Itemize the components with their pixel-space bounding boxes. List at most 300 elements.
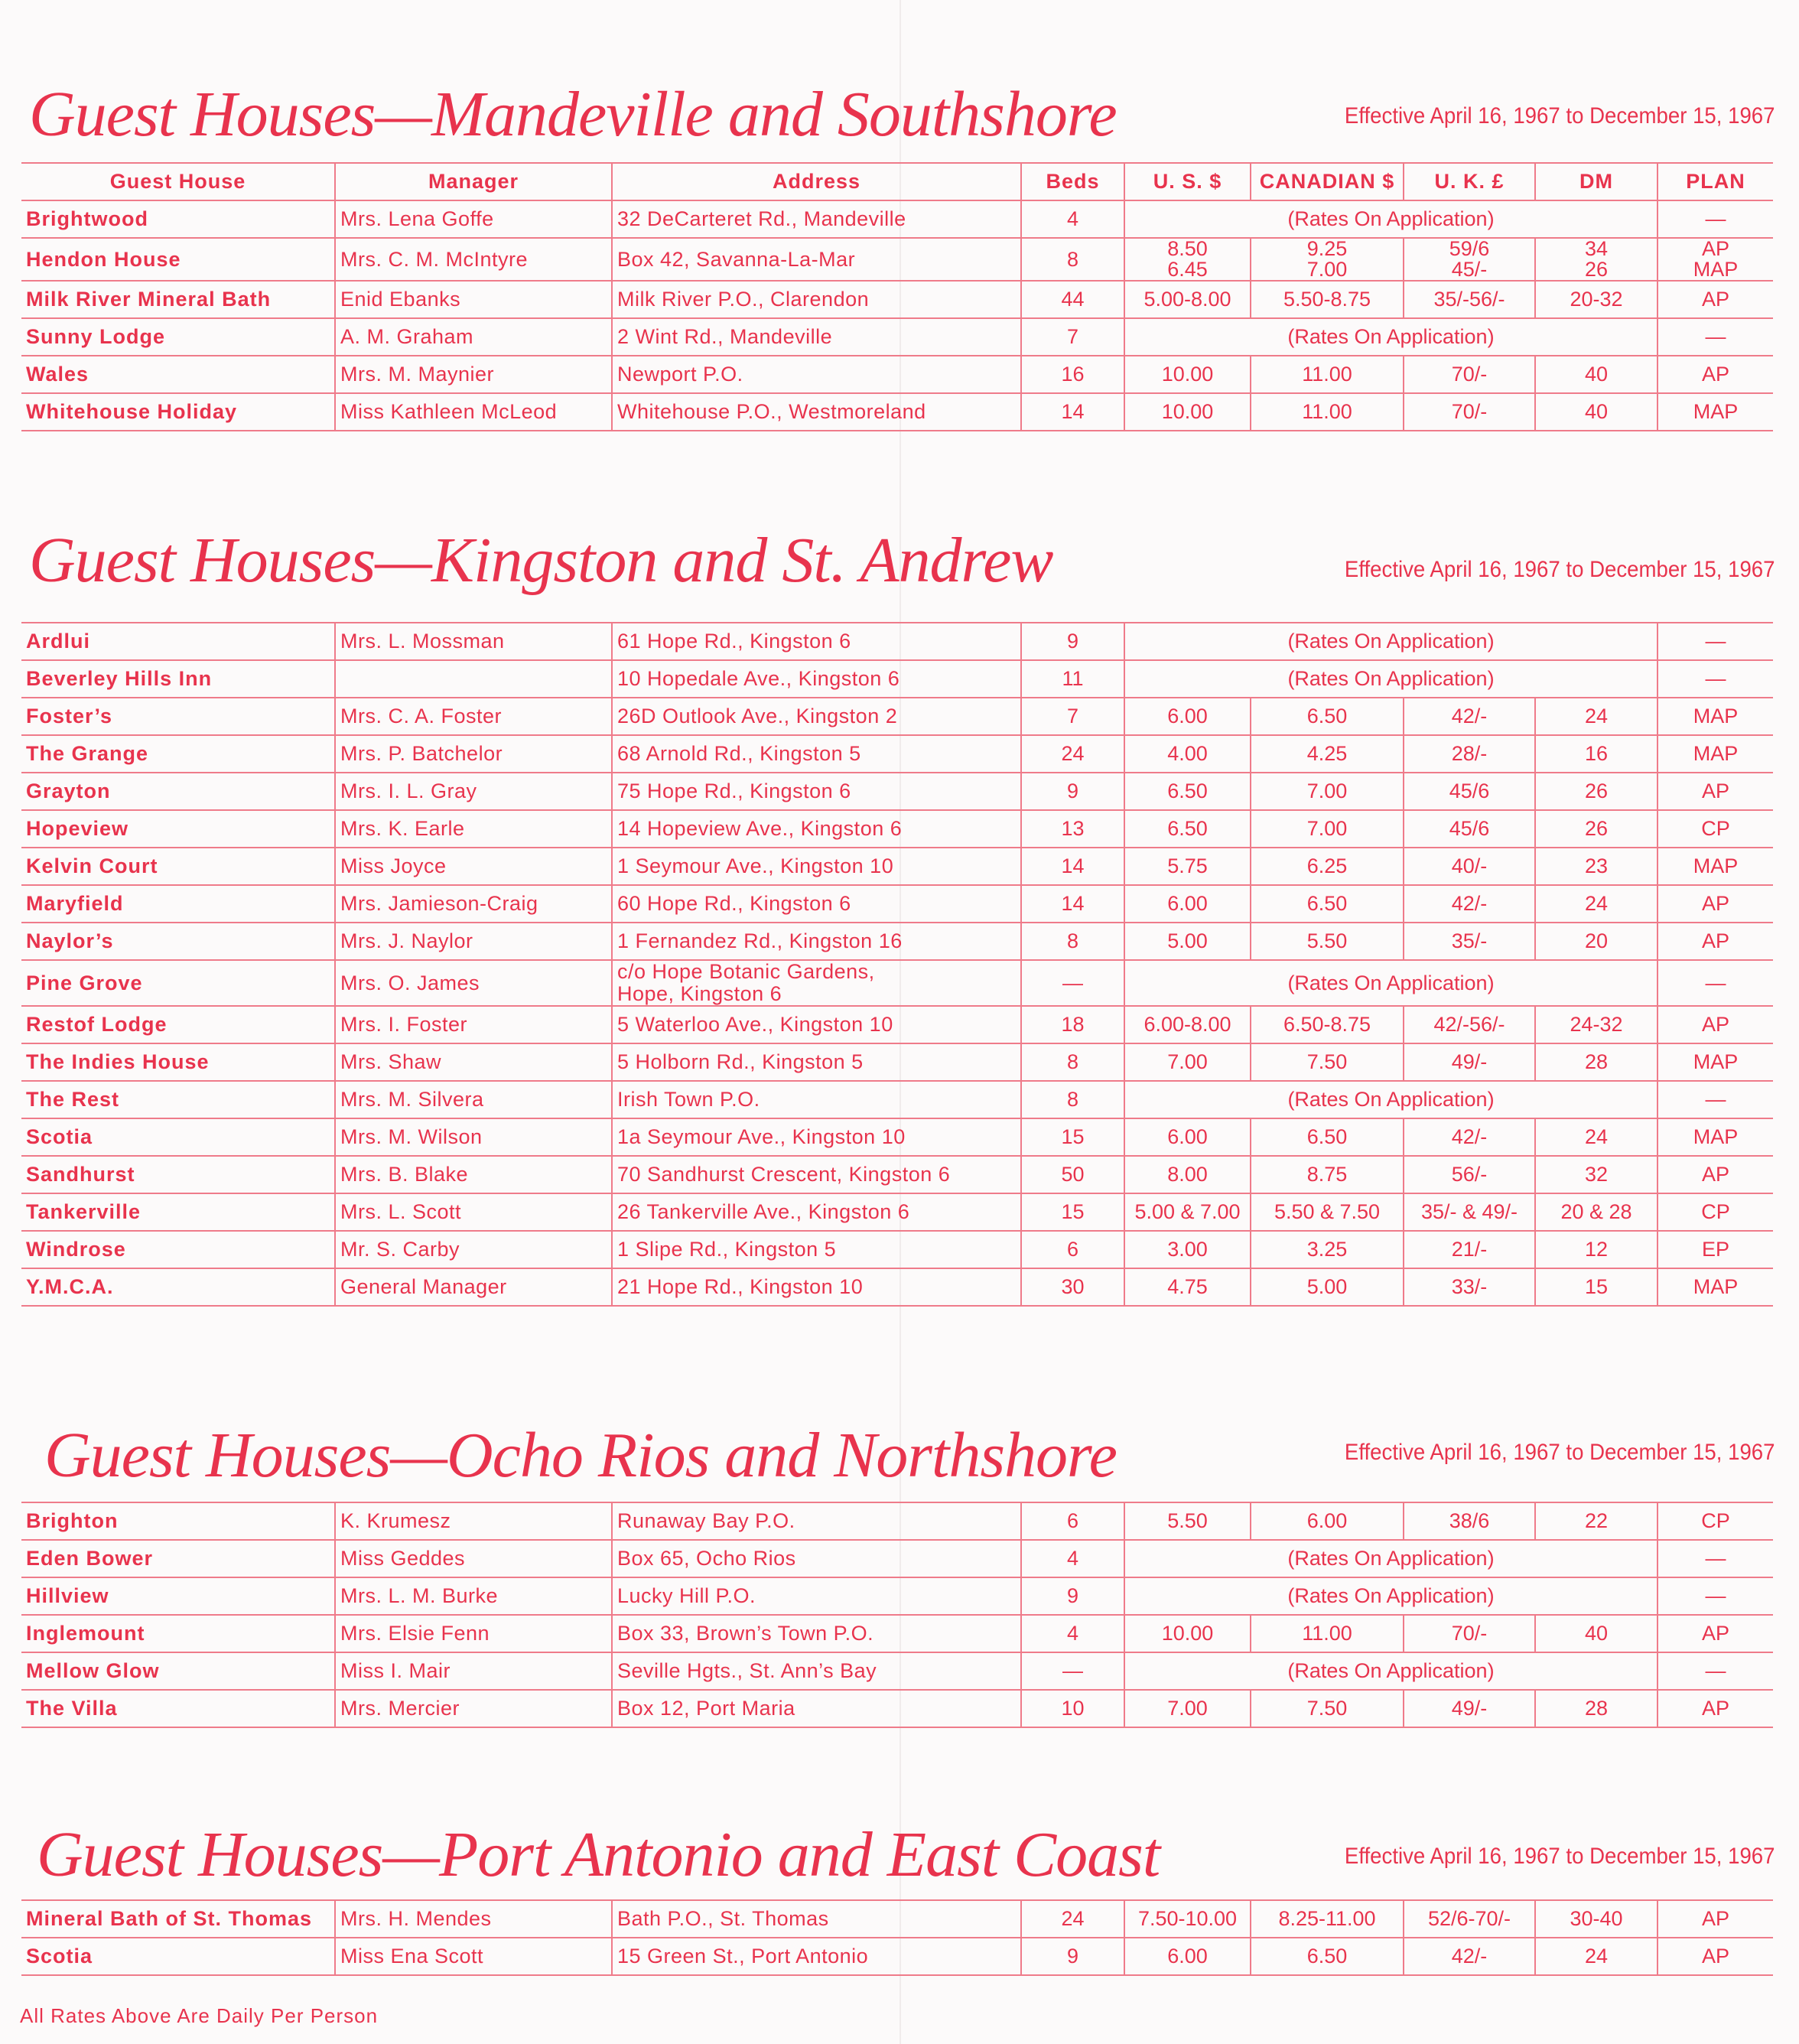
address: Newport P.O.	[612, 356, 1021, 393]
rate-uk: 42/-	[1404, 1938, 1535, 1975]
rate-us: 5.00	[1124, 923, 1251, 960]
rate-us: 6.50	[1124, 773, 1251, 810]
beds: 8	[1021, 238, 1124, 281]
beds: 6	[1021, 1502, 1124, 1540]
rate-canadian: 6.50	[1251, 698, 1404, 735]
plan: AP	[1657, 1006, 1773, 1043]
address: 32 DeCarteret Rd., Mandeville	[612, 200, 1021, 238]
address: Seville Hgts., St. Ann’s Bay	[612, 1652, 1021, 1690]
guest-house-name: Maryfield	[21, 885, 335, 923]
rates-on-application: (Rates On Application)	[1124, 1652, 1657, 1690]
table-row	[21, 1502, 1773, 1540]
manager-name: Mrs. M. Wilson	[335, 1118, 612, 1156]
guest-house-name: Windrose	[21, 1231, 335, 1268]
address: 14 Hopeview Ave., Kingston 6	[612, 810, 1021, 848]
plan: MAP	[1657, 698, 1773, 735]
beds: 7	[1021, 698, 1124, 735]
plan: AP	[1657, 1900, 1773, 1938]
rates-table	[21, 1502, 1773, 1728]
manager-name: Miss Joyce	[335, 848, 612, 885]
rate-dm: 26	[1535, 810, 1657, 848]
address: 1 Fernandez Rd., Kingston 16	[612, 923, 1021, 960]
rate-uk: 56/-	[1404, 1156, 1535, 1193]
rate-us: 3.00	[1124, 1231, 1251, 1268]
rate-us: 6.00	[1124, 1938, 1251, 1975]
beds: 14	[1021, 393, 1124, 431]
address: Lucky Hill P.O.	[612, 1577, 1021, 1615]
guest-house-name: Brighton	[21, 1502, 335, 1540]
guest-house-name: Wales	[21, 356, 335, 393]
rate-dm: 23	[1535, 848, 1657, 885]
rate-dm: 40	[1535, 393, 1657, 431]
rate-canadian: 7.00	[1251, 773, 1404, 810]
manager-name	[335, 660, 612, 698]
plan: MAP	[1657, 848, 1773, 885]
manager-name: General Manager	[335, 1268, 612, 1306]
rates-on-application: (Rates On Application)	[1124, 1540, 1657, 1577]
plan: AP	[1657, 356, 1773, 393]
beds: 16	[1021, 356, 1124, 393]
manager-name: Miss Geddes	[335, 1540, 612, 1577]
rate-canadian: 8.25-11.00	[1251, 1900, 1404, 1938]
guest-house-name: Kelvin Court	[21, 848, 335, 885]
beds: 8	[1021, 923, 1124, 960]
address: c/o Hope Botanic Gardens, Hope, Kingston 6	[612, 960, 1021, 1006]
table-row	[21, 393, 1773, 431]
beds: 4	[1021, 200, 1124, 238]
guest-house-name: Foster’s	[21, 698, 335, 735]
manager-name: Mrs. Jamieson-Craig	[335, 885, 612, 923]
plan: MAP	[1657, 1043, 1773, 1081]
beds: —	[1021, 1652, 1124, 1690]
rate-canadian: 6.50	[1251, 1938, 1404, 1975]
rate-uk: 35/-56/-	[1404, 281, 1535, 318]
plan: AP	[1657, 1156, 1773, 1193]
plan: —	[1657, 200, 1773, 238]
manager-name: Mrs. M. Silvera	[335, 1081, 612, 1118]
guest-house-name: Eden Bower	[21, 1540, 335, 1577]
rate-us: 4.75	[1124, 1268, 1251, 1306]
rates-on-application: (Rates On Application)	[1124, 318, 1657, 356]
rates-on-application: (Rates On Application)	[1124, 1577, 1657, 1615]
beds: 15	[1021, 1193, 1124, 1231]
plan: —	[1657, 1652, 1773, 1690]
guest-house-name: Restof Lodge	[21, 1006, 335, 1043]
header-uk-pound: U. K. £	[1404, 163, 1535, 200]
table-row	[21, 1193, 1773, 1231]
plan: —	[1657, 318, 1773, 356]
beds: 9	[1021, 623, 1124, 660]
rate-canadian: 7.00	[1251, 810, 1404, 848]
manager-name: Mrs. J. Naylor	[335, 923, 612, 960]
header-dm: DM	[1535, 163, 1657, 200]
rates-table	[21, 622, 1773, 1307]
plan: —	[1657, 960, 1773, 1006]
rate-canadian: 5.00	[1251, 1268, 1404, 1306]
rate-canadian: 6.00	[1251, 1502, 1404, 1540]
guest-house-name: Sandhurst	[21, 1156, 335, 1193]
address: Runaway Bay P.O.	[612, 1502, 1021, 1540]
beds: 13	[1021, 810, 1124, 848]
beds: 9	[1021, 1577, 1124, 1615]
rate-dm: 40	[1535, 1615, 1657, 1652]
header-beds: Beds	[1021, 163, 1124, 200]
rate-uk: 21/-	[1404, 1231, 1535, 1268]
address: Box 33, Brown’s Town P.O.	[612, 1615, 1021, 1652]
manager-name: Mrs. Lena Goffe	[335, 200, 612, 238]
manager-name: Mrs. I. L. Gray	[335, 773, 612, 810]
header-canadian-dollar: CANADIAN $	[1251, 163, 1404, 200]
address: 61 Hope Rd., Kingston 6	[612, 623, 1021, 660]
plan: AP	[1657, 1690, 1773, 1727]
beds: 9	[1021, 1938, 1124, 1975]
rate-us: 10.00	[1124, 1615, 1251, 1652]
beds: 10	[1021, 1690, 1124, 1727]
manager-name: Miss I. Mair	[335, 1652, 612, 1690]
beds: 4	[1021, 1615, 1124, 1652]
plan: MAP	[1657, 393, 1773, 431]
rate-canadian: 7.50	[1251, 1043, 1404, 1081]
rates-on-application: (Rates On Application)	[1124, 200, 1657, 238]
table-row	[21, 238, 1773, 281]
rates-on-application: (Rates On Application)	[1124, 660, 1657, 698]
guest-house-name: Ardlui	[21, 623, 335, 660]
rate-dm: 20	[1535, 923, 1657, 960]
table-header-row	[21, 163, 1773, 200]
plan: AP	[1657, 1615, 1773, 1652]
effective-dates: Effective April 16, 1967 to December 15, 1967	[1344, 103, 1775, 129]
rate-us: 6.00	[1124, 698, 1251, 735]
rate-us: 5.00 & 7.00	[1124, 1193, 1251, 1231]
rate-uk: 70/-	[1404, 393, 1535, 431]
address: Whitehouse P.O., Westmoreland	[612, 393, 1021, 431]
rate-uk: 33/-	[1404, 1268, 1535, 1306]
table-row	[21, 960, 1773, 1006]
rate-canadian: 11.00	[1251, 356, 1404, 393]
table-row	[21, 1652, 1773, 1690]
effective-dates: Effective April 16, 1967 to December 15, 1967	[1344, 557, 1775, 582]
address: 10 Hopedale Ave., Kingston 6	[612, 660, 1021, 698]
rate-us: 6.50	[1124, 810, 1251, 848]
table-row	[21, 1231, 1773, 1268]
address: Box 12, Port Maria	[612, 1690, 1021, 1727]
address: Box 65, Ocho Rios	[612, 1540, 1021, 1577]
beds: 14	[1021, 848, 1124, 885]
table-row	[21, 1615, 1773, 1652]
manager-name: Miss Ena Scott	[335, 1938, 612, 1975]
guest-house-name: Y.M.C.A.	[21, 1268, 335, 1306]
guest-house-name: Brightwood	[21, 200, 335, 238]
rate-us: 10.00	[1124, 393, 1251, 431]
rate-us: 4.00	[1124, 735, 1251, 773]
beds: 7	[1021, 318, 1124, 356]
address: 26D Outlook Ave., Kingston 2	[612, 698, 1021, 735]
rate-uk: 45/6	[1404, 810, 1535, 848]
plan: —	[1657, 1081, 1773, 1118]
effective-dates: Effective April 16, 1967 to December 15, 1967	[1344, 1844, 1775, 1869]
guest-house-name: Hillview	[21, 1577, 335, 1615]
manager-name: K. Krumesz	[335, 1502, 612, 1540]
table-row	[21, 356, 1773, 393]
plan: AP	[1657, 923, 1773, 960]
beds: 44	[1021, 281, 1124, 318]
table-row	[21, 1900, 1773, 1938]
table-row	[21, 735, 1773, 773]
beds: 24	[1021, 735, 1124, 773]
guest-house-name: Whitehouse Holiday	[21, 393, 335, 431]
beds: 8	[1021, 1043, 1124, 1081]
rate-uk: 59/6 45/-	[1404, 238, 1535, 281]
guest-house-name: Tankerville	[21, 1193, 335, 1231]
rate-dm: 24	[1535, 1118, 1657, 1156]
guest-house-name: Hendon House	[21, 238, 335, 281]
beds: 8	[1021, 1081, 1124, 1118]
rate-us: 8.00	[1124, 1156, 1251, 1193]
table-row	[21, 698, 1773, 735]
rate-canadian: 6.50-8.75	[1251, 1006, 1404, 1043]
rate-canadian: 6.50	[1251, 885, 1404, 923]
manager-name: Mrs. O. James	[335, 960, 612, 1006]
guest-house-name: Beverley Hills Inn	[21, 660, 335, 698]
rate-canadian: 6.50	[1251, 1118, 1404, 1156]
header-manager: Manager	[335, 163, 612, 200]
rate-canadian: 3.25	[1251, 1231, 1404, 1268]
manager-name: Mrs. Elsie Fenn	[335, 1615, 612, 1652]
table-row	[21, 1118, 1773, 1156]
table-row	[21, 923, 1773, 960]
rate-uk: 49/-	[1404, 1043, 1535, 1081]
manager-name: Mrs. L. M. Burke	[335, 1577, 612, 1615]
rates-table	[21, 162, 1773, 431]
rate-dm: 40	[1535, 356, 1657, 393]
rate-canadian: 5.50 & 7.50	[1251, 1193, 1404, 1231]
rate-uk: 35/-	[1404, 923, 1535, 960]
plan: CP	[1657, 810, 1773, 848]
effective-dates: Effective April 16, 1967 to December 15, 1967	[1344, 1440, 1775, 1465]
guest-house-name: The Villa	[21, 1690, 335, 1727]
header-us-dollar: U. S. $	[1124, 163, 1251, 200]
plan: AP	[1657, 1938, 1773, 1975]
beds: 18	[1021, 1006, 1124, 1043]
rate-uk: 35/- & 49/-	[1404, 1193, 1535, 1231]
rate-canadian: 7.50	[1251, 1690, 1404, 1727]
address: 15 Green St., Port Antonio	[612, 1938, 1021, 1975]
rate-dm: 20-32	[1535, 281, 1657, 318]
plan: CP	[1657, 1193, 1773, 1231]
rate-canadian: 4.25	[1251, 735, 1404, 773]
rates-on-application: (Rates On Application)	[1124, 1081, 1657, 1118]
guest-house-name: The Rest	[21, 1081, 335, 1118]
rate-dm: 24	[1535, 885, 1657, 923]
address: 68 Arnold Rd., Kingston 5	[612, 735, 1021, 773]
guest-house-name: Scotia	[21, 1118, 335, 1156]
beds: 9	[1021, 773, 1124, 810]
rate-uk: 42/-	[1404, 885, 1535, 923]
guest-house-name: Sunny Lodge	[21, 318, 335, 356]
rate-us: 6.00-8.00	[1124, 1006, 1251, 1043]
address: 21 Hope Rd., Kingston 10	[612, 1268, 1021, 1306]
table-row	[21, 1540, 1773, 1577]
rates-on-application: (Rates On Application)	[1124, 960, 1657, 1006]
rate-canadian: 5.50-8.75	[1251, 281, 1404, 318]
address: 2 Wint Rd., Mandeville	[612, 318, 1021, 356]
rate-dm: 24-32	[1535, 1006, 1657, 1043]
table-row	[21, 1690, 1773, 1727]
table-row	[21, 660, 1773, 698]
rates-table	[21, 1899, 1773, 1976]
table-row	[21, 1938, 1773, 1975]
rate-us: 5.50	[1124, 1502, 1251, 1540]
address: Irish Town P.O.	[612, 1081, 1021, 1118]
guest-house-name: Milk River Mineral Bath	[21, 281, 335, 318]
beds: 11	[1021, 660, 1124, 698]
table-row	[21, 848, 1773, 885]
table-row	[21, 773, 1773, 810]
header-plan: PLAN	[1657, 163, 1773, 200]
table-row	[21, 885, 1773, 923]
table-row	[21, 1268, 1773, 1306]
rate-canadian: 8.75	[1251, 1156, 1404, 1193]
rate-dm: 28	[1535, 1690, 1657, 1727]
rate-uk: 70/-	[1404, 1615, 1535, 1652]
rate-uk: 38/6	[1404, 1502, 1535, 1540]
address: 1 Slipe Rd., Kingston 5	[612, 1231, 1021, 1268]
rate-us: 5.00-8.00	[1124, 281, 1251, 318]
beds: —	[1021, 960, 1124, 1006]
header-address: Address	[612, 163, 1021, 200]
guest-house-name: Naylor’s	[21, 923, 335, 960]
table-row	[21, 318, 1773, 356]
plan: AP MAP	[1657, 238, 1773, 281]
rate-us: 6.00	[1124, 885, 1251, 923]
plan: AP	[1657, 281, 1773, 318]
plan: MAP	[1657, 1268, 1773, 1306]
guest-house-name: The Grange	[21, 735, 335, 773]
rate-uk: 28/-	[1404, 735, 1535, 773]
beds: 4	[1021, 1540, 1124, 1577]
beds: 24	[1021, 1900, 1124, 1938]
rate-dm: 34 26	[1535, 238, 1657, 281]
rate-dm: 32	[1535, 1156, 1657, 1193]
table-row	[21, 200, 1773, 238]
guest-house-name: Inglemount	[21, 1615, 335, 1652]
beds: 30	[1021, 1268, 1124, 1306]
manager-name: Mrs. L. Scott	[335, 1193, 612, 1231]
table-row	[21, 1156, 1773, 1193]
section-title: Guest Houses—Ocho Rios and Northshore	[44, 1420, 1117, 1491]
beds: 14	[1021, 885, 1124, 923]
plan: —	[1657, 1577, 1773, 1615]
rate-us: 6.00	[1124, 1118, 1251, 1156]
beds: 50	[1021, 1156, 1124, 1193]
rate-us: 5.75	[1124, 848, 1251, 885]
section-title: Guest Houses—Kingston and St. Andrew	[29, 525, 1053, 596]
rate-uk: 70/-	[1404, 356, 1535, 393]
beds: 15	[1021, 1118, 1124, 1156]
rate-us: 7.50-10.00	[1124, 1900, 1251, 1938]
table-row	[21, 281, 1773, 318]
manager-name: Mrs. C. A. Foster	[335, 698, 612, 735]
section-title: Guest Houses—Port Antonio and East Coast	[37, 1819, 1160, 1890]
manager-name: Mrs. H. Mendes	[335, 1900, 612, 1938]
manager-name: Miss Kathleen McLeod	[335, 393, 612, 431]
manager-name: Enid Ebanks	[335, 281, 612, 318]
beds: 6	[1021, 1231, 1124, 1268]
manager-name: Mrs. C. M. McIntyre	[335, 238, 612, 281]
rates-on-application: (Rates On Application)	[1124, 623, 1657, 660]
address: 5 Holborn Rd., Kingston 5	[612, 1043, 1021, 1081]
address: 60 Hope Rd., Kingston 6	[612, 885, 1021, 923]
rate-dm: 28	[1535, 1043, 1657, 1081]
plan: —	[1657, 1540, 1773, 1577]
rate-uk: 42/-	[1404, 698, 1535, 735]
rate-canadian: 11.00	[1251, 393, 1404, 431]
rate-dm: 22	[1535, 1502, 1657, 1540]
table-row	[21, 1577, 1773, 1615]
table-row	[21, 623, 1773, 660]
rate-canadian: 5.50	[1251, 923, 1404, 960]
rate-uk: 42/-56/-	[1404, 1006, 1535, 1043]
plan: CP	[1657, 1502, 1773, 1540]
guest-house-name: Hopeview	[21, 810, 335, 848]
header-guest-house: Guest House	[21, 163, 335, 200]
address: 26 Tankerville Ave., Kingston 6	[612, 1193, 1021, 1231]
guest-house-name: Scotia	[21, 1938, 335, 1975]
rate-uk: 45/6	[1404, 773, 1535, 810]
manager-name: Mrs. B. Blake	[335, 1156, 612, 1193]
manager-name: Mrs. I. Foster	[335, 1006, 612, 1043]
rate-canadian: 9.25 7.00	[1251, 238, 1404, 281]
guest-house-name: The Indies House	[21, 1043, 335, 1081]
rate-uk: 49/-	[1404, 1690, 1535, 1727]
rate-dm: 26	[1535, 773, 1657, 810]
address: 5 Waterloo Ave., Kingston 10	[612, 1006, 1021, 1043]
footer-note: All Rates Above Are Daily Per Person	[20, 2004, 379, 2027]
guest-house-name: Mellow Glow	[21, 1652, 335, 1690]
manager-name: Mr. S. Carby	[335, 1231, 612, 1268]
address: 1a Seymour Ave., Kingston 10	[612, 1118, 1021, 1156]
rate-dm: 24	[1535, 698, 1657, 735]
guest-house-name: Grayton	[21, 773, 335, 810]
manager-name: Mrs. M. Maynier	[335, 356, 612, 393]
address: Milk River P.O., Clarendon	[612, 281, 1021, 318]
address: Box 42, Savanna-La-Mar	[612, 238, 1021, 281]
guest-house-name: Mineral Bath of St. Thomas	[21, 1900, 335, 1938]
table-row	[21, 1006, 1773, 1043]
rate-us: 7.00	[1124, 1043, 1251, 1081]
plan: EP	[1657, 1231, 1773, 1268]
manager-name: Mrs. K. Earle	[335, 810, 612, 848]
manager-name: A. M. Graham	[335, 318, 612, 356]
rate-us: 7.00	[1124, 1690, 1251, 1727]
plan: —	[1657, 660, 1773, 698]
plan: —	[1657, 623, 1773, 660]
rate-canadian: 6.25	[1251, 848, 1404, 885]
rate-uk: 42/-	[1404, 1118, 1535, 1156]
rate-us: 10.00	[1124, 356, 1251, 393]
rate-us: 8.50 6.45	[1124, 238, 1251, 281]
rate-dm: 20 & 28	[1535, 1193, 1657, 1231]
section-title: Guest Houses—Mandeville and Southshore	[29, 79, 1117, 150]
plan: AP	[1657, 885, 1773, 923]
rate-dm: 16	[1535, 735, 1657, 773]
manager-name: Mrs. P. Batchelor	[335, 735, 612, 773]
address: Bath P.O., St. Thomas	[612, 1900, 1021, 1938]
plan: MAP	[1657, 1118, 1773, 1156]
table-row	[21, 810, 1773, 848]
guest-house-name: Pine Grove	[21, 960, 335, 1006]
rate-uk: 52/6-70/-	[1404, 1900, 1535, 1938]
